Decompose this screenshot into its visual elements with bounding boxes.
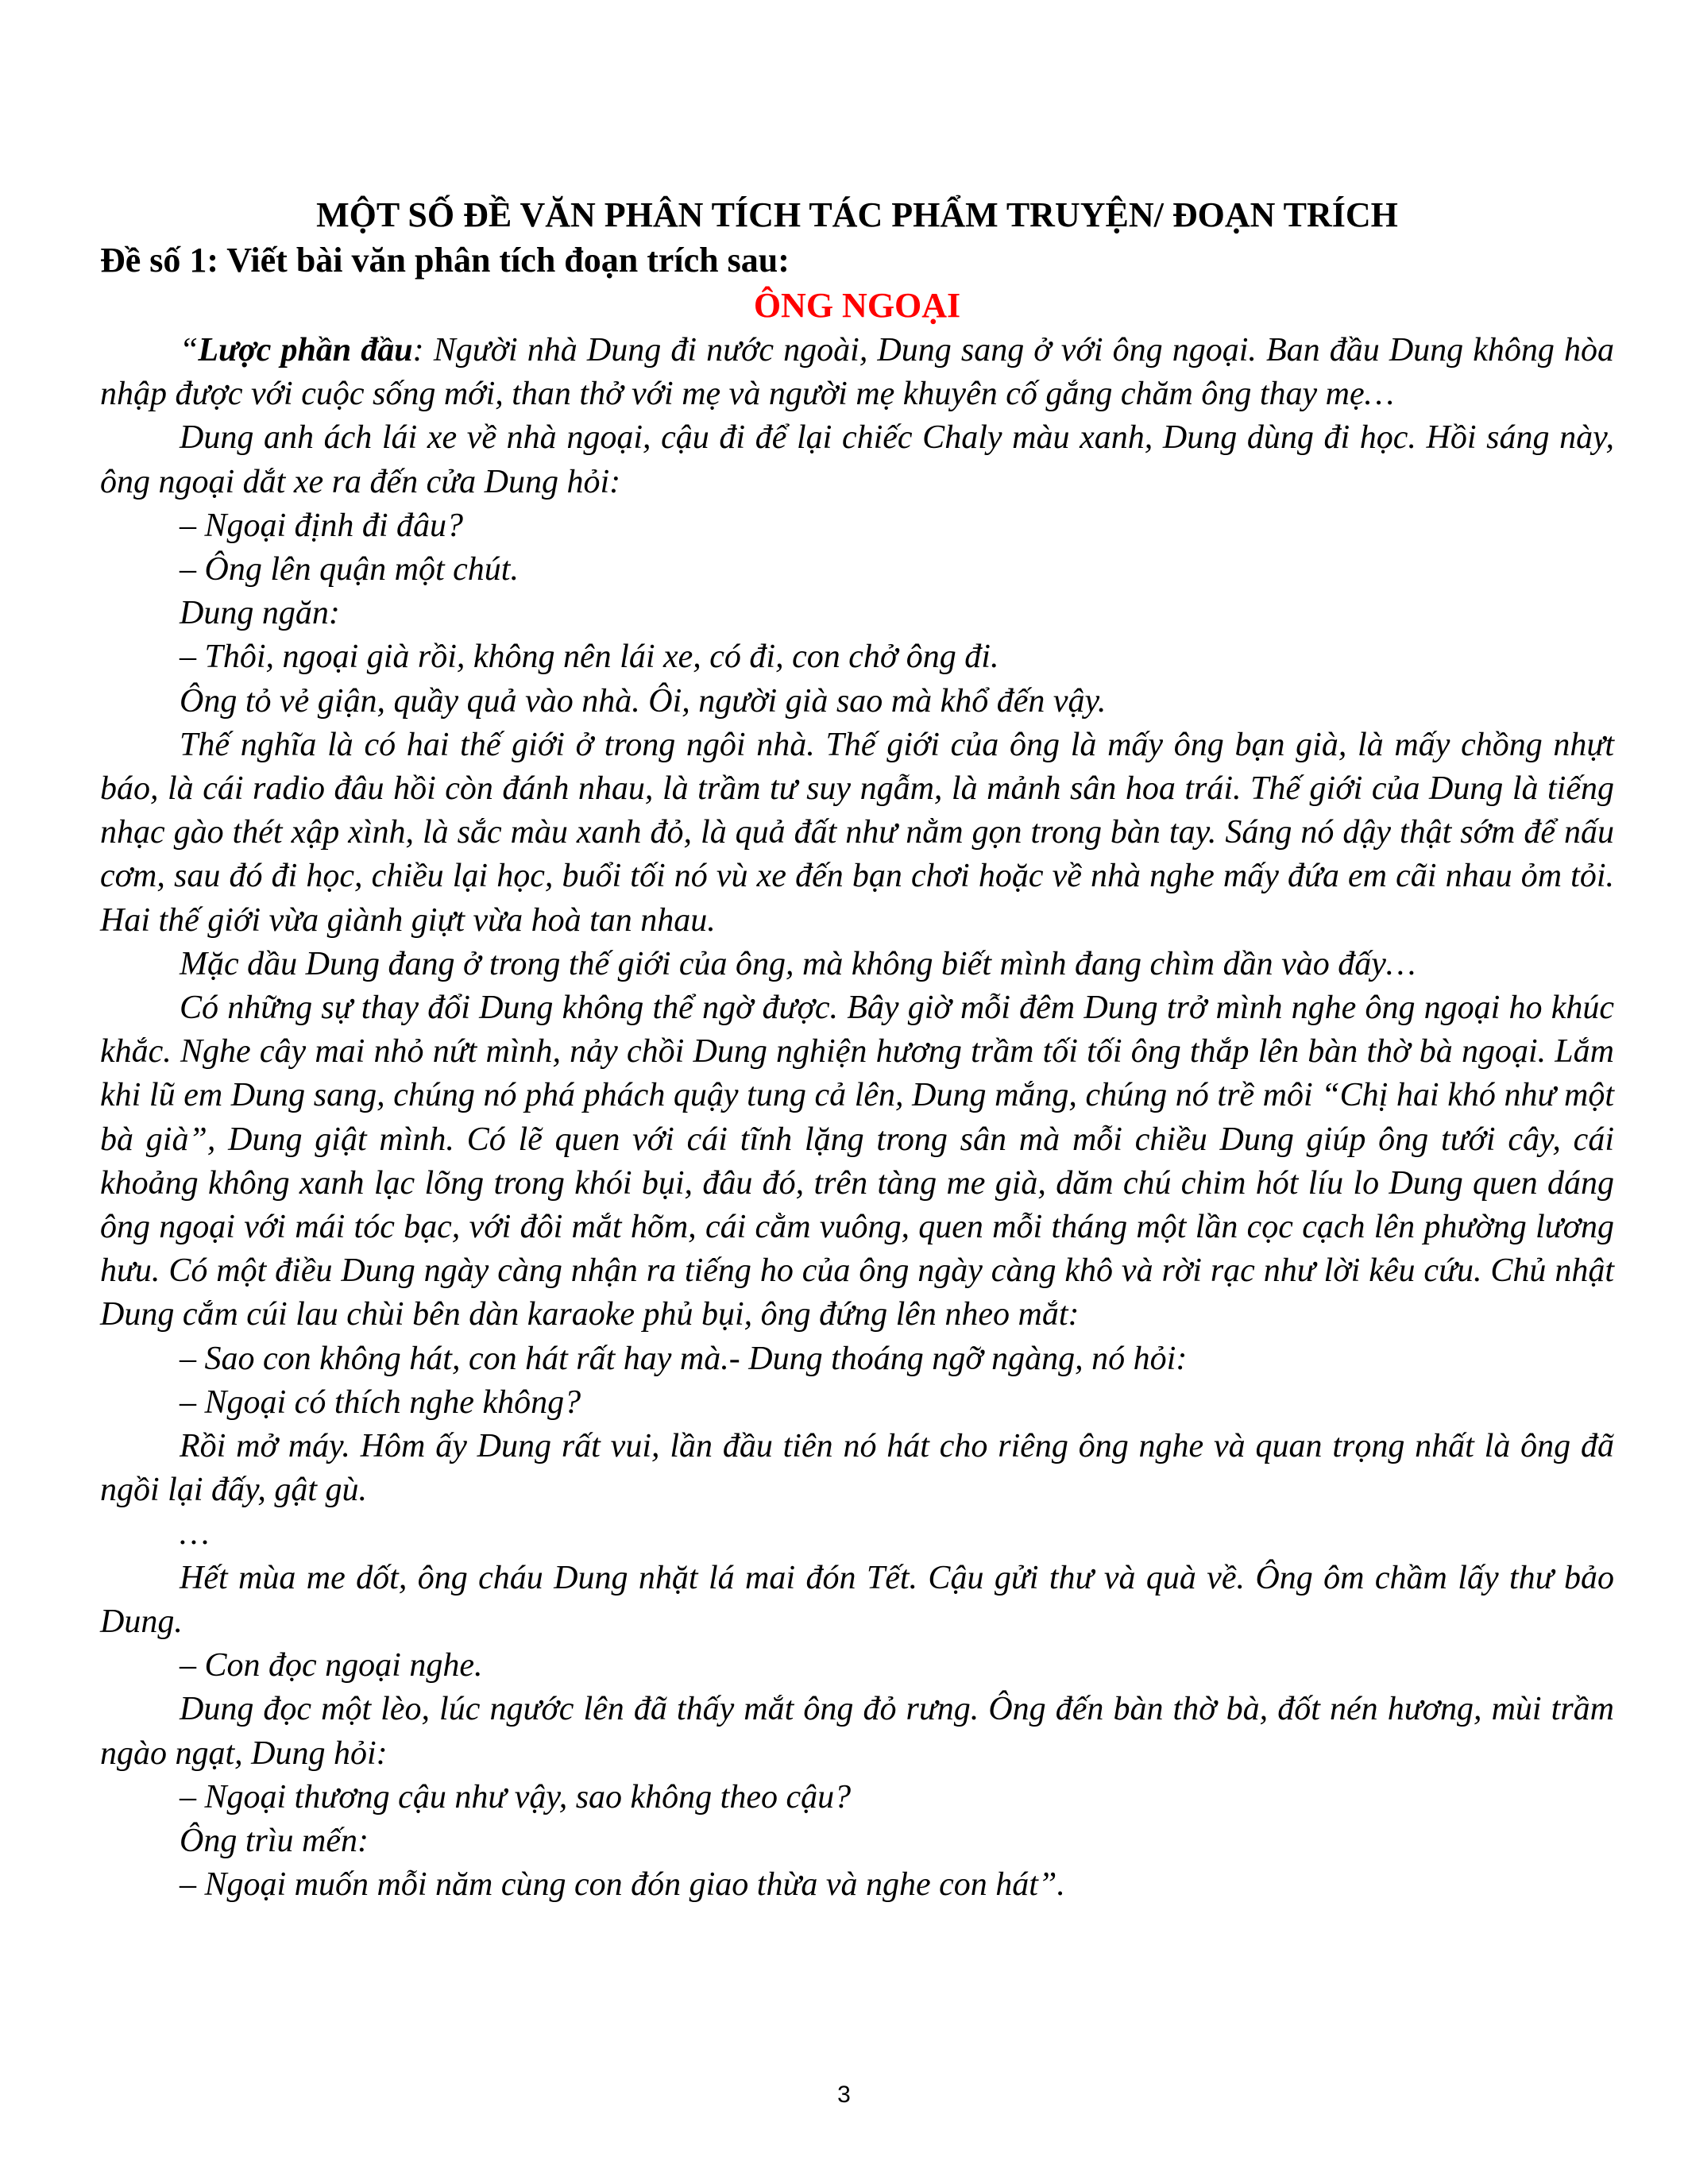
story-paragraph: Mặc dầu Dung đang ở trong thế giới của ông, mà không biết mình đang chìm dần vào đấy…	[180, 945, 1416, 982]
document-body	[100, 192, 1614, 1907]
story-paragraph: Có những sự thay đổi Dung không thể ngờ được. Bây giờ mỗi đêm Dung trở mình nghe ông ngoại ho khúc khắc. Nghe cây mai nhỏ nứt mình, nảy chồi Dung nghiện hương trầm tối tối ông thắp lên bàn thờ bà ngoại. Lắm khi lũ em Dung sang, chúng nó phá phách quậy tung cả lên, Dung mắng, chúng nó trề môi “Chị hai khó như một bà già”, Dung giật mình. Có lẽ quen với cái tĩnh lặng trong sân mà mỗi chiều Dung giúp ông tưới cây, cái khoảng không xanh lạc lõng trong khói bụi, đâu đó, trên tàng me già, dăm chú chim hót líu lo Dung quen dáng ông ngoại với mái tóc bạc, với đôi mắt hõm, cái cằm vuông, quen mỗi tháng một lần cọc cạch lên phường lương hưu. Có một điều Dung ngày càng nhận ra tiếng ho của ông ngày càng khô và rời rạc như lời kêu cứu. Chủ nhật Dung cắm cúi lau chùi bên dàn karaoke phủ bụi, ông đứng lên nheo mắt:	[100, 990, 1614, 1333]
page-number: 3	[837, 2082, 851, 2108]
story-paragraph: Ông trìu mến:	[180, 1822, 369, 1859]
story-paragraph: Dung anh ách lái xe về nhà ngoại, cậu đi để lại chiếc Chaly màu xanh, Dung dùng đi học. Hồi sáng này, ông ngoại dắt xe ra đến cửa Dung hỏi:	[100, 419, 1614, 500]
dialogue-line: – Sao con không hát, con hát rất hay mà.- Dung thoáng ngỡ ngàng, nó hỏi:	[180, 1340, 1188, 1377]
open-quote: “	[180, 332, 199, 369]
intro-text: : Người nhà Dung đi nước ngoài, Dung sang ở với ông ngoại. Ban đầu Dung không hòa nhập được với cuộc sống mới, than thở với mẹ và người mẹ khuyên cố gắng chăm ông thay mẹ…	[100, 332, 1614, 413]
dialogue-line: – Ông lên quận một chút.	[180, 551, 519, 588]
exercise-title: Đề số 1: Viết bài văn phân tích đoạn trích sau:	[100, 241, 790, 280]
story-paragraph: Ông tỏ vẻ giận, quầy quả vào nhà. Ôi, người già sao mà khổ đến vậy.	[180, 682, 1107, 720]
story-paragraph: Rồi mở máy. Hôm ấy Dung rất vui, lần đầu tiên nó hát cho riêng ông nghe và quan trọng nhất là ông đã ngồi lại đấy, gật gù.	[100, 1428, 1614, 1509]
story-paragraph: Thế nghĩa là có hai thế giới ở trong ngôi nhà. Thế giới của ông là mấy ông bạn già, là mấy chồng nhựt báo, là cái radio đâu hồi còn đánh nhau, là trầm tư suy ngẫm, là mảnh sân hoa trái. Thế giới của Dung là tiếng nhạc gào thét xập xình, là sắc màu xanh đỏ, là quả đất như nằm gọn trong bàn tay. Sáng nó dậy thật sớm để nấu cơm, sau đó đi học, chiều lại học, buổi tối nó vù xe đến bạn chơi hoặc về nhà nghe mấy đứa em cãi nhau ỏm tỏi. Hai thế giới vừa giành giựt vừa hoà tan nhau.	[100, 726, 1614, 939]
intro-label: Lược phần đầu	[198, 332, 413, 369]
dialogue-line: – Ngoại có thích nghe không?	[180, 1383, 581, 1421]
dialogue-line: – Con đọc ngoại nghe.	[180, 1647, 483, 1684]
dialogue-line: – Ngoại muốn mỗi năm cùng con đón giao thừa và nghe con hát”.	[180, 1866, 1065, 1904]
ellipsis-line: …	[180, 1515, 210, 1553]
dialogue-line: – Ngoại thương cậu như vậy, sao không theo cậu?	[180, 1778, 852, 1815]
document-heading: MỘT SỐ ĐỀ VĂN PHÂN TÍCH TÁC PHẨM TRUYỆN/ ĐOẠN TRÍCH	[316, 195, 1398, 234]
story-paragraph: Dung đọc một lèo, lúc ngước lên đã thấy mắt ông đỏ rưng. Ông đến bàn thờ bà, đốt nén hương, mùi trầm ngào ngạt, Dung hỏi:	[100, 1691, 1614, 1772]
intro-paragraph	[100, 329, 1614, 416]
story-paragraph: Hết mùa me dốt, ông cháu Dung nhặt lá mai đón Tết. Cậu gửi thư và quà về. Ông ôm chầm lấy thư bảo Dung.	[100, 1559, 1614, 1640]
story-title: ÔNG NGOẠI	[753, 286, 961, 325]
dialogue-line: – Ngoại định đi đâu?	[180, 507, 464, 544]
story-paragraph: Dung ngăn:	[180, 595, 340, 632]
dialogue-line: – Thôi, ngoại già rồi, không nên lái xe, có đi, con chở ông đi.	[180, 639, 999, 676]
